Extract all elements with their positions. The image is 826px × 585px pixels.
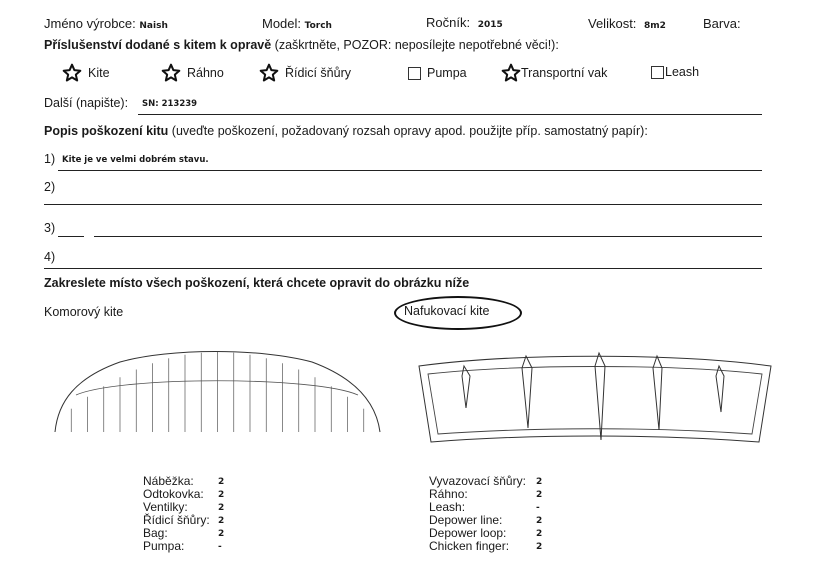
damage-underline bbox=[44, 204, 762, 205]
summary-label: Vyvazovací šňůry: bbox=[429, 474, 526, 488]
summary-value[interactable]: 2 bbox=[218, 477, 225, 487]
manufacturer-label: Jméno výrobce: bbox=[44, 16, 136, 31]
accessory-pump[interactable] bbox=[408, 66, 467, 80]
damage-line-number: 2) bbox=[44, 180, 56, 194]
accessory-label: Ráhno bbox=[187, 66, 224, 80]
accessory-bag[interactable] bbox=[501, 63, 607, 83]
star-icon bbox=[259, 63, 279, 83]
year-value: 2015 bbox=[477, 20, 503, 30]
summary-label: Ráhno: bbox=[429, 487, 468, 501]
manufacturer-value: Naish bbox=[139, 21, 168, 31]
summary-value[interactable]: 2 bbox=[218, 516, 225, 526]
size-label: Velikost: bbox=[588, 16, 637, 31]
other-label: Další (napište): bbox=[44, 96, 129, 110]
accessory-label: Transportní vak bbox=[521, 66, 608, 80]
damage-underline bbox=[58, 236, 84, 237]
summary-value[interactable]: 2 bbox=[536, 529, 543, 539]
star-icon bbox=[161, 63, 181, 83]
summary-label: Ventilky: bbox=[143, 500, 188, 514]
checkbox-icon[interactable] bbox=[651, 66, 664, 79]
summary-label: Náběžka: bbox=[143, 474, 194, 488]
inflatable-kite-label[interactable]: Nafukovací kite bbox=[404, 304, 490, 318]
size-field bbox=[588, 16, 666, 31]
summary-value[interactable]: - bbox=[218, 542, 222, 552]
summary-label: Leash: bbox=[429, 500, 466, 514]
accessory-label: Řídicí šňůry bbox=[285, 66, 351, 80]
damage-line-number: 3) bbox=[44, 221, 56, 235]
accessory-lines[interactable] bbox=[259, 63, 351, 83]
damage-line-number: 1) bbox=[44, 152, 56, 166]
model-value: Torch bbox=[304, 21, 332, 31]
star-icon bbox=[501, 63, 521, 83]
color-label: Barva: bbox=[703, 16, 741, 31]
star-icon bbox=[62, 63, 82, 83]
accessories-heading-note: (zaškrtněte, POZOR: neposílejte nepotřebné věci!): bbox=[271, 38, 559, 52]
summary-label: Pumpa: bbox=[143, 539, 185, 553]
summary-value[interactable]: 2 bbox=[536, 490, 543, 500]
summary-value[interactable]: 2 bbox=[218, 503, 225, 513]
summary-value[interactable]: 2 bbox=[536, 477, 543, 487]
size-value: 8m2 bbox=[644, 21, 666, 31]
summary-label: Odtokovka: bbox=[143, 487, 204, 501]
summary-label: Řídicí šňůry: bbox=[143, 513, 210, 527]
damage-heading-note: (uveďte poškození, požadovaný rozsah opravy apod. použijte příp. samostatný papír): bbox=[168, 124, 648, 138]
accessory-leash[interactable] bbox=[651, 65, 699, 79]
damage-line-text[interactable]: Kite je ve velmi dobrém stavu. bbox=[62, 155, 209, 165]
accessory-bar[interactable] bbox=[161, 63, 224, 83]
drawing-heading: Zakreslete místo všech poškození, která chcete opravit do obrázku níže bbox=[44, 276, 470, 290]
summary-value[interactable]: 2 bbox=[536, 516, 543, 526]
accessory-kite[interactable] bbox=[62, 63, 110, 83]
summary-label: Bag: bbox=[143, 526, 168, 540]
manufacturer-field bbox=[44, 16, 168, 31]
summary-value[interactable]: 2 bbox=[218, 529, 225, 539]
summary-value[interactable]: 2 bbox=[536, 542, 543, 552]
summary-label: Depower line: bbox=[429, 513, 503, 527]
summary-value[interactable]: - bbox=[536, 503, 540, 513]
accessories-heading bbox=[44, 38, 559, 52]
color-field bbox=[703, 16, 741, 31]
summary-value[interactable]: 2 bbox=[218, 490, 225, 500]
damage-underline bbox=[58, 170, 762, 171]
summary-label: Chicken finger: bbox=[429, 539, 510, 553]
chamber-kite-label: Komorový kite bbox=[44, 305, 124, 319]
damage-heading bbox=[44, 124, 648, 138]
year-label: Ročník: bbox=[426, 15, 471, 30]
checkbox-icon[interactable] bbox=[408, 67, 421, 80]
chamber-kite-drawing[interactable] bbox=[50, 340, 384, 436]
damage-line-number: 4) bbox=[44, 250, 56, 264]
inflatable-kite-drawing[interactable] bbox=[416, 350, 774, 446]
accessory-label: Leash bbox=[665, 65, 700, 79]
accessory-label: Pumpa bbox=[427, 66, 467, 80]
model-label: Model: bbox=[262, 16, 302, 31]
model-field bbox=[262, 16, 332, 31]
damage-underline bbox=[44, 268, 762, 269]
summary-label: Depower loop: bbox=[429, 526, 507, 540]
other-underline bbox=[138, 114, 762, 115]
damage-underline bbox=[94, 236, 762, 237]
other-value[interactable]: SN: 213239 bbox=[142, 99, 198, 109]
accessories-heading-bold: Příslušenství dodané s kitem k opravě bbox=[44, 38, 272, 52]
accessory-label: Kite bbox=[88, 66, 110, 80]
damage-heading-bold: Popis poškození kitu bbox=[44, 124, 169, 138]
year-field bbox=[426, 15, 503, 30]
